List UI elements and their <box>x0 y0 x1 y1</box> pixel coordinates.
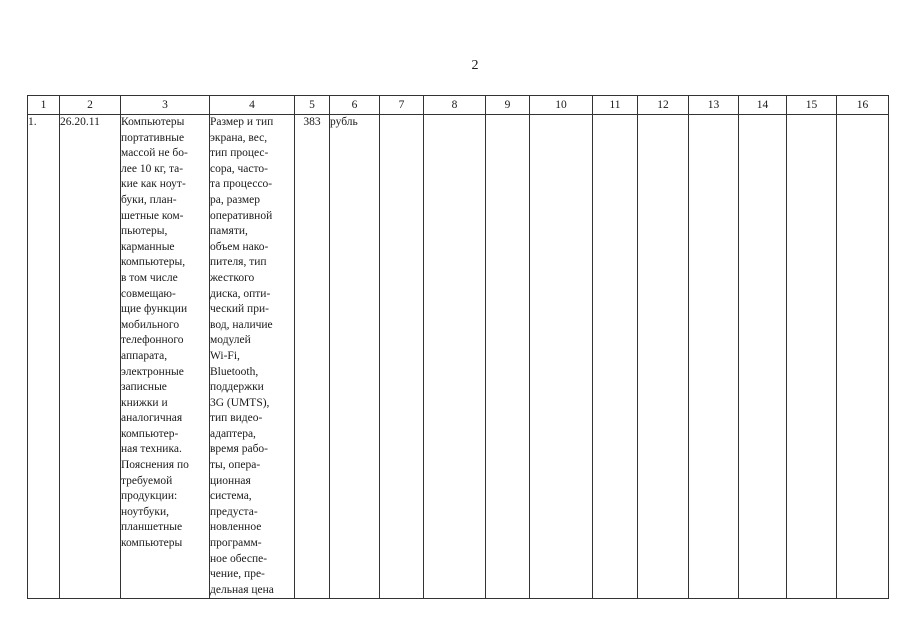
empty-cell-14 <box>739 115 787 599</box>
column-header-4: 4 <box>210 96 295 115</box>
requirements-table <box>27 95 889 599</box>
empty-cell-13 <box>689 115 739 599</box>
column-header-5: 5 <box>295 96 330 115</box>
column-header-1: 1 <box>28 96 60 115</box>
empty-cell-10 <box>530 115 593 599</box>
row-number-cell: 1. <box>28 115 60 599</box>
empty-cell-9 <box>486 115 530 599</box>
column-header-16: 16 <box>837 96 889 115</box>
product-name-cell: Компьютеры портативные массой не бо- лее 10 кг, та- кие как ноут- буки, план- шетные ком- пьютеры, карманные компьютеры, в том числе совмещаю- щие функции мобильного телефонного аппарата, электронные записные книжки и аналогичная компьютер- ная техника. Пояснения по требуемой продукции: ноутбуки, планшетные компьютеры <box>121 115 210 599</box>
table-row <box>28 115 889 599</box>
table-header-row <box>28 96 889 115</box>
column-header-7: 7 <box>380 96 424 115</box>
column-header-10: 10 <box>530 96 593 115</box>
column-header-14: 14 <box>739 96 787 115</box>
empty-cell-11 <box>593 115 638 599</box>
column-header-2: 2 <box>60 96 121 115</box>
empty-cell-12 <box>638 115 689 599</box>
column-header-11: 11 <box>593 96 638 115</box>
empty-cell-7 <box>380 115 424 599</box>
column-header-13: 13 <box>689 96 739 115</box>
unit-name-cell: рубль <box>330 115 380 599</box>
unit-code-cell: 383 <box>295 115 330 599</box>
empty-cell-8 <box>424 115 486 599</box>
column-header-8: 8 <box>424 96 486 115</box>
column-header-12: 12 <box>638 96 689 115</box>
empty-cell-15 <box>787 115 837 599</box>
page-number: 2 <box>471 58 479 73</box>
characteristics-cell: Размер и тип экрана, вес, тип процес- сора, часто- та процессо- ра, размер оперативной памяти, объем нако- пителя, тип жесткого диска, опти- ческий при- вод, наличие модулей Wi-Fi, Bluetooth, поддержки 3G (UMTS), тип видео- адаптера, время рабо- ты, опера- ционная система, предуста- новленное программ- ное обеспе- чение, пре- дельная цена <box>210 115 295 599</box>
okpd-code-cell: 26.20.11 <box>60 115 121 599</box>
empty-cell-16 <box>837 115 889 599</box>
column-header-9: 9 <box>486 96 530 115</box>
column-header-15: 15 <box>787 96 837 115</box>
column-header-6: 6 <box>330 96 380 115</box>
column-header-3: 3 <box>121 96 210 115</box>
